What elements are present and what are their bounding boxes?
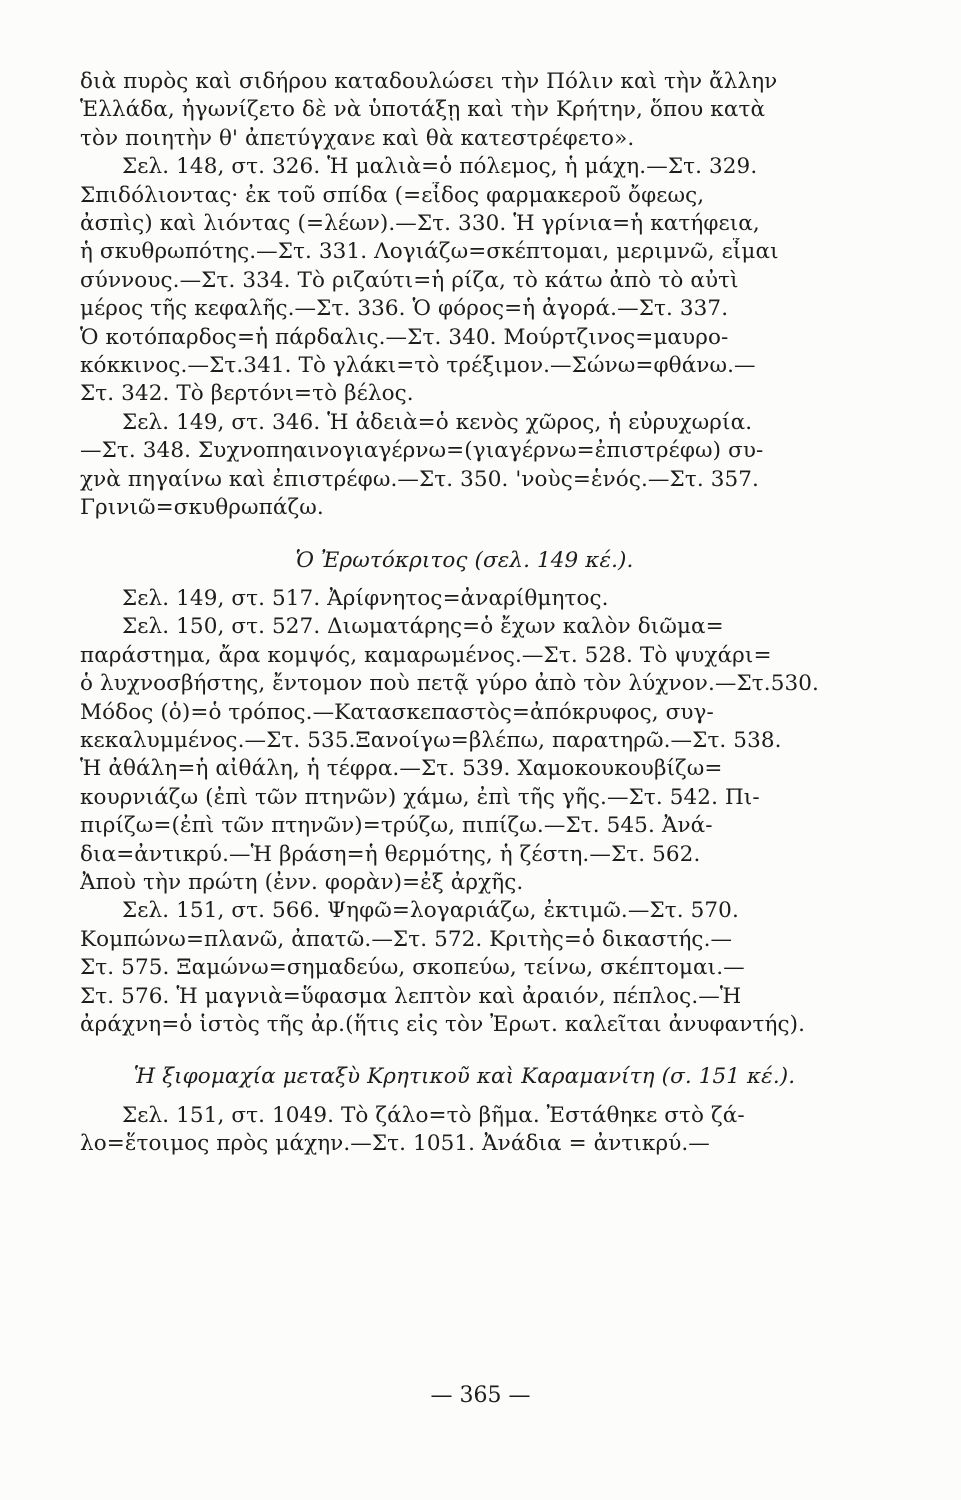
text-line: Ὁ κοτόπαρδος=ἡ πάρδαλις.—Στ. 340. Μούρτζινος=μαυρο- — [80, 324, 729, 350]
text-line: Στ. 342. Τὸ βερτόνι=τὸ βέλος. — [80, 381, 414, 407]
text-line: σύννους.—Στ. 334. Τὸ ριζαύτι=ἡ ρίζα, τὸ κάτω ἀπὸ τὸ αὐτὶ — [80, 267, 739, 293]
text-line: ἀράχνη=ὁ ἱστὸς τῆς ἀρ.(ἥτις εἰς τὸν Ἐρωτ. καλεῖται ἀνυφαντής). — [80, 1012, 806, 1037]
text-line: κουρνιάζω (ἐπὶ τῶν πτηνῶν) χάμω, ἐπὶ τῆς γῆς.—Στ. 542. Πι- — [80, 784, 760, 810]
paragraph-5 — [80, 613, 849, 897]
page-body — [80, 68, 849, 1159]
section-heading-swordfight — [80, 1063, 849, 1091]
text-line: χνὰ πηγαίνω καὶ ἐπιστρέφω.—Στ. 350. 'νοὺς=ἑνός.—Στ. 357. — [80, 466, 759, 492]
paragraph-1 — [80, 68, 849, 153]
text-line: Ἀποὺ τὴν πρώτη (ἐνν. φορὰν)=ἐξ ἀρχῆς. — [80, 869, 524, 895]
text-line: τὸν ποιητὴν θ' ἀπετύγχανε καὶ θὰ κατεστρέφετο». — [80, 125, 635, 151]
text-line: Σελ. 148, στ. 326. Ἡ μαλιὰ=ὁ πόλεμος, ἡ μάχη.—Στ. 329. — [122, 154, 758, 180]
text-line: Γρινιῶ=σκυθρωπάζω. — [80, 495, 324, 521]
text-line: κόκκινος.—Στ.341. Τὸ γλάκι=τὸ τρέξιμον.—Σώνω=φθάνω.— — [80, 353, 756, 379]
text-line: Ἡ ἀθάλη=ἡ αἰθάλη, ἡ τέφρα.—Στ. 539. Χαμοκουκουβίζω= — [80, 756, 723, 782]
text-line: Σπιδόλιοντας· ἐκ τοῦ σπίδα (=εἶδος φαρμακεροῦ ὄφεως, — [80, 182, 705, 208]
text-line: Κομπώνω=πλανῶ, ἀπατῶ.—Στ. 572. Κριτὴς=ὁ δικαστής.— — [80, 926, 733, 952]
text-line: Σελ. 149, στ. 517. Ἀρίφνητος=ἀναρίθμητος. — [122, 585, 609, 611]
paragraph-7 — [80, 1102, 849, 1159]
section-heading-text: Ὁ Ἐρωτόκριτος (σελ. 149 κέ.). — [295, 547, 634, 573]
text-line: Σελ. 149, στ. 346. Ἡ ἀδειὰ=ὁ κενὸς χῶρος, ἡ εὐρυχωρία. — [122, 409, 753, 435]
paragraph-6 — [80, 897, 849, 1039]
text-line: —Στ. 348. Συχνοπηαινογιαγέρνω=(γιαγέρνω=ἐπιστρέφω) συ- — [80, 438, 764, 464]
text-line: πιρίζω=(ἐπὶ τῶν πτηνῶν)=τρύζω, πιπίζω.—Στ. 545. Ἀνά- — [80, 813, 713, 839]
text-line: Ἑλλάδα, ἠγωνίζετο δὲ νὰ ὑποτάξῃ καὶ τὴν Κρήτην, ὅπου κατὰ — [80, 97, 766, 123]
text-line: ἀσπὶς) καὶ λιόντας (=λέων).—Στ. 330. Ἡ γρίνια=ἡ κατήφεια, — [80, 211, 760, 237]
text-line: Σελ. 150, στ. 527. Διωματάρης=ὁ ἔχων καλὸν διῶμα= — [122, 614, 724, 640]
page-number: — 365 — — [430, 1383, 531, 1408]
text-line: Στ. 575. Ξαμώνω=σημαδεύω, σκοπεύω, τείνω, σκέπτομαι.— — [80, 955, 745, 981]
paragraph-2 — [80, 153, 849, 409]
text-line: διὰ πυρὸς καὶ σιδήρου καταδουλώσει τὴν Πόλιν καὶ τὴν ἄλλην — [80, 69, 778, 94]
text-line: μέρος τῆς κεφαλῆς.—Στ. 336. Ὁ φόρος=ἡ ἀγορά.—Στ. 337. — [80, 296, 729, 322]
text-line: κεκαλυμμένος.—Στ. 535.Ξανοίγω=βλέπω, παρατηρῶ.—Στ. 538. — [80, 727, 782, 753]
paragraph-3 — [80, 409, 849, 523]
text-line: λο=ἕτοιμος πρὸς μάχην.—Στ. 1051. Ἀνάδια = ἀντικρύ.— — [80, 1131, 710, 1157]
text-line: Μόδος (ὁ)=ὁ τρόπος.—Κατασκεπαστὸς=ἀπόκρυφος, συγ- — [80, 699, 714, 725]
paragraph-4 — [80, 585, 849, 613]
text-line: Σελ. 151, στ. 1049. Τὸ ζάλο=τὸ βῆμα. Ἐστάθηκε στὸ ζά- — [122, 1102, 745, 1128]
text-line: ὁ λυχνοσβήστης, ἔντομον ποὺ πετᾷ γύρο ἀπὸ τὸν λύχνον.—Στ.530. — [80, 671, 819, 697]
section-heading-erotokritos — [80, 547, 849, 575]
section-heading-text: Ἡ ξιφομαχία μεταξὺ Κρητικοῦ καὶ Καραμανίτη (σ. 151 κέ.). — [133, 1064, 796, 1090]
text-line: δια=ἀντικρύ.—Ἡ βράση=ἡ θερμότης, ἡ ζέστη.—Στ. 562. — [80, 841, 701, 867]
text-line: Στ. 576. Ἡ μαγνιὰ=ὕφασμα λεπτὸν καὶ ἀραιόν, πέπλος.—Ἡ — [80, 983, 742, 1009]
text-line: παράστημα, ἄρα κομψός, καμαρωμένος.—Στ. 528. Τὸ ψυχάρι= — [80, 642, 772, 668]
text-line: ἡ σκυθρωπότης.—Στ. 331. Λογιάζω=σκέπτομαι, μεριμνῶ, εἶμαι — [80, 239, 779, 265]
text-line: Σελ. 151, στ. 566. Ψηφῶ=λογαριάζω, ἐκτιμῶ.—Στ. 570. — [122, 898, 739, 924]
